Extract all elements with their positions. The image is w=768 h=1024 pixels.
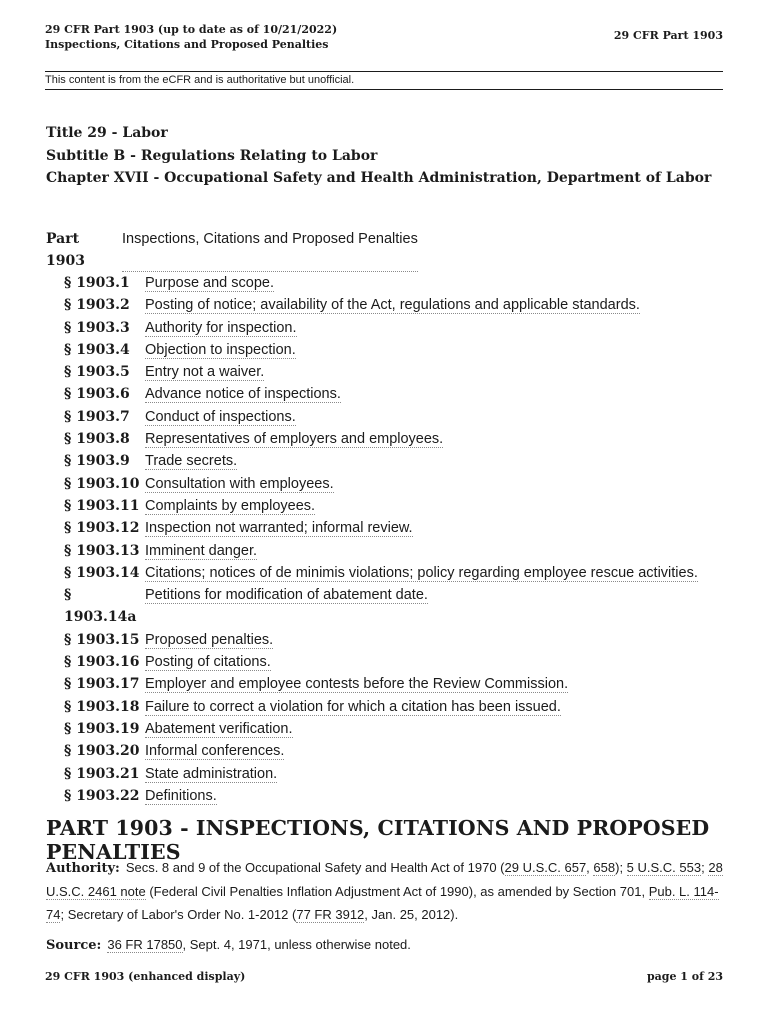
- toc-section-title-wrap: [145, 317, 726, 339]
- toc-section-row: [46, 540, 726, 562]
- authority-text: Secs. 8 and 9 of the Occupational Safety and Health Act of 1970 (: [125, 860, 505, 875]
- header-rule-top: [45, 71, 723, 72]
- toc-section-number: § 1903.6: [64, 386, 130, 403]
- toc-section-link[interactable]: Entry not a waiver.: [145, 364, 265, 381]
- footer-page-number: page 1 of 23: [646, 970, 723, 983]
- citation-link[interactable]: 29 U.S.C. 657: [504, 860, 587, 875]
- toc-section-number: § 1903.3: [64, 319, 130, 336]
- toc-section-number: § 1903.8: [64, 431, 130, 448]
- toc-section-list: [46, 272, 726, 807]
- toc-section-link[interactable]: Representatives of employers and employees.: [145, 431, 444, 448]
- toc-section-link[interactable]: Objection to inspection.: [145, 341, 296, 358]
- toc-section-title-wrap: [145, 718, 726, 740]
- toc-section-link[interactable]: Conduct of inspections.: [145, 408, 296, 425]
- toc-section-link[interactable]: Imminent danger.: [145, 542, 258, 559]
- toc-section-number: § 1903.18: [64, 698, 140, 715]
- chapter-line: Chapter XVII - Occupational Safety and Health Administration, Department of Labor: [46, 170, 712, 186]
- authority-paragraph: [46, 856, 726, 926]
- toc-section-number: § 1903.20: [64, 743, 140, 760]
- source-paragraph: [46, 934, 411, 957]
- toc-section-title-wrap: [145, 785, 726, 807]
- header-subtitle: Inspections, Citations and Proposed Penalties: [45, 38, 329, 51]
- toc-section-title-wrap: [145, 763, 726, 785]
- toc-section-title-wrap: [145, 428, 726, 450]
- toc-section-link[interactable]: Inspection not warranted; informal review.: [145, 520, 413, 537]
- toc-section-title-wrap: [145, 272, 726, 294]
- toc-section-title-wrap: [145, 450, 726, 472]
- toc-section-link[interactable]: Trade secrets.: [145, 453, 238, 470]
- citation-link[interactable]: Pub. L. 114-74: [46, 884, 719, 922]
- hierarchy-block: [46, 122, 711, 190]
- footer-document-label: 29 CFR 1903 (enhanced display): [45, 970, 246, 983]
- toc-section-row: [46, 473, 726, 495]
- toc-section-row: [46, 517, 726, 539]
- toc-section-row: [46, 763, 726, 785]
- toc-section-number: § 1903.2: [64, 297, 130, 314]
- toc-section-title-wrap: [145, 294, 726, 316]
- toc-section-link[interactable]: Consultation with employees.: [145, 475, 334, 492]
- authority-text: (Federal Civil Penalties Inflation Adjustment Act of 1990), as amended by Section 701,: [145, 884, 649, 899]
- toc-section-number: § 1903.12: [64, 520, 140, 537]
- toc-section-link[interactable]: Complaints by employees.: [145, 497, 316, 514]
- toc-section-title-wrap: [145, 383, 726, 405]
- toc-section-number: § 1903.15: [64, 631, 140, 648]
- toc-section-link[interactable]: State administration.: [145, 765, 278, 782]
- toc-section-row: [46, 629, 726, 651]
- toc-section-title-wrap: [145, 495, 726, 517]
- toc-section-number: § 1903.21: [64, 765, 140, 782]
- toc-section-title-wrap: [145, 673, 726, 695]
- toc-section-number: § 1903.1: [64, 275, 130, 291]
- toc-section-title-wrap: [145, 517, 726, 539]
- toc-section-number: § 1903.13: [64, 542, 140, 559]
- toc-section-number: § 1903.16: [64, 654, 140, 671]
- toc-section-title-wrap: [145, 584, 726, 629]
- toc-section-link[interactable]: Employer and employee contests before the Review Commission.: [145, 676, 569, 693]
- authoritative-notice: This content is from the eCFR and is authoritative but unofficial.: [45, 74, 355, 86]
- toc-section-number: § 1903.14: [64, 564, 140, 581]
- toc-section-row: [46, 651, 726, 673]
- title-line: Title 29 - Labor: [46, 125, 168, 141]
- citation-link[interactable]: 28 U.S.C. 2461 note: [46, 860, 723, 899]
- toc-section-row: [46, 673, 726, 695]
- table-of-contents: [46, 228, 726, 807]
- source-label: Source:: [46, 938, 102, 953]
- toc-section-number: § 1903.14a: [64, 587, 137, 626]
- toc-section-title-wrap: [145, 361, 726, 383]
- subtitle-line: Subtitle B - Regulations Relating to Labor: [46, 147, 378, 164]
- toc-section-row: [46, 696, 726, 718]
- toc-section-number: § 1903.7: [64, 408, 130, 425]
- toc-section-number: § 1903.19: [64, 720, 140, 737]
- toc-section-number: § 1903.9: [64, 453, 130, 470]
- source-text: , Sept. 4, 1971, unless otherwise noted.: [182, 937, 411, 952]
- source-citation-link[interactable]: 36 FR 17850: [107, 937, 183, 952]
- toc-section-row: [46, 740, 726, 762]
- toc-section-link[interactable]: Posting of notice; availability of the Act, regulations and applicable standards.: [145, 297, 640, 314]
- authority-text: );: [615, 860, 627, 875]
- toc-section-link[interactable]: Advance notice of inspections.: [145, 386, 341, 403]
- toc-section-link[interactable]: Abatement verification.: [145, 720, 293, 737]
- toc-section-link[interactable]: Citations; notices of de minimis violations; policy regarding employee rescue activities.: [145, 564, 698, 581]
- part-heading: PART 1903 - INSPECTIONS, CITATIONS AND PROPOSED PENALTIES: [46, 816, 710, 864]
- toc-section-number: § 1903.22: [64, 787, 140, 804]
- toc-section-link[interactable]: Informal conferences.: [145, 743, 285, 760]
- page-header: [45, 22, 337, 52]
- toc-section-link[interactable]: Authority for inspection.: [145, 319, 297, 336]
- toc-section-link[interactable]: Proposed penalties.: [145, 631, 274, 648]
- toc-section-link[interactable]: Posting of citations.: [145, 654, 271, 671]
- toc-section-title-wrap: [145, 740, 726, 762]
- authority-text: ; Secretary of Labor's Order No. 1-2012 (: [60, 907, 297, 922]
- toc-section-row: [46, 361, 726, 383]
- toc-section-link[interactable]: Purpose and scope.: [145, 275, 274, 291]
- toc-section-row: [46, 272, 726, 294]
- toc-section-row: [46, 339, 726, 361]
- header-rule-bottom: [45, 89, 723, 90]
- toc-section-title-wrap: [145, 339, 726, 361]
- toc-section-row: [46, 428, 726, 450]
- toc-section-row: [46, 584, 726, 629]
- toc-section-title-wrap: [145, 562, 726, 584]
- toc-section-title-wrap: [145, 629, 726, 651]
- authority-text: , Jan. 25, 2012).: [364, 907, 459, 922]
- toc-section-link[interactable]: Failure to correct a violation for which a citation has been issued.: [145, 698, 561, 715]
- toc-section-number: § 1903.4: [64, 341, 130, 358]
- authority-text: ,: [586, 860, 594, 875]
- header-part-label: 29 CFR Part 1903: [613, 29, 723, 42]
- toc-section-number: § 1903.17: [64, 676, 140, 693]
- authority-label: Authority:: [46, 861, 120, 876]
- toc-section-number: § 1903.11: [64, 497, 140, 514]
- toc-section-row: [46, 406, 726, 428]
- citation-link[interactable]: 77 FR 3912: [296, 907, 365, 922]
- toc-section-title-wrap: [145, 406, 726, 428]
- toc-section-title-wrap: [145, 696, 726, 718]
- toc-section-row: [46, 562, 726, 584]
- toc-section-title-wrap: [145, 540, 726, 562]
- citation-link[interactable]: 5 U.S.C. 553: [626, 860, 702, 875]
- toc-part-link[interactable]: Inspections, Citations and Proposed Penalties: [122, 228, 418, 272]
- toc-section-row: [46, 785, 726, 807]
- toc-section-title-wrap: [145, 473, 726, 495]
- toc-section-number: § 1903.10: [64, 475, 140, 492]
- toc-section-row: [46, 294, 726, 316]
- toc-part-label: Part 1903: [46, 231, 85, 269]
- toc-section-row: [46, 495, 726, 517]
- toc-section-row: [46, 450, 726, 472]
- toc-section-row: [46, 317, 726, 339]
- header-title: 29 CFR Part 1903 (up to date as of 10/21/2022): [45, 23, 338, 36]
- authority-text: ;: [701, 860, 709, 875]
- toc-section-title-wrap: [145, 651, 726, 673]
- toc-section-link[interactable]: Petitions for modification of abatement date.: [145, 587, 428, 604]
- toc-section-number: § 1903.5: [64, 364, 130, 381]
- toc-section-link[interactable]: Definitions.: [145, 787, 217, 804]
- toc-section-row: [46, 718, 726, 740]
- toc-section-row: [46, 383, 726, 405]
- citation-link[interactable]: 658: [593, 860, 616, 875]
- toc-part-row: [46, 228, 726, 272]
